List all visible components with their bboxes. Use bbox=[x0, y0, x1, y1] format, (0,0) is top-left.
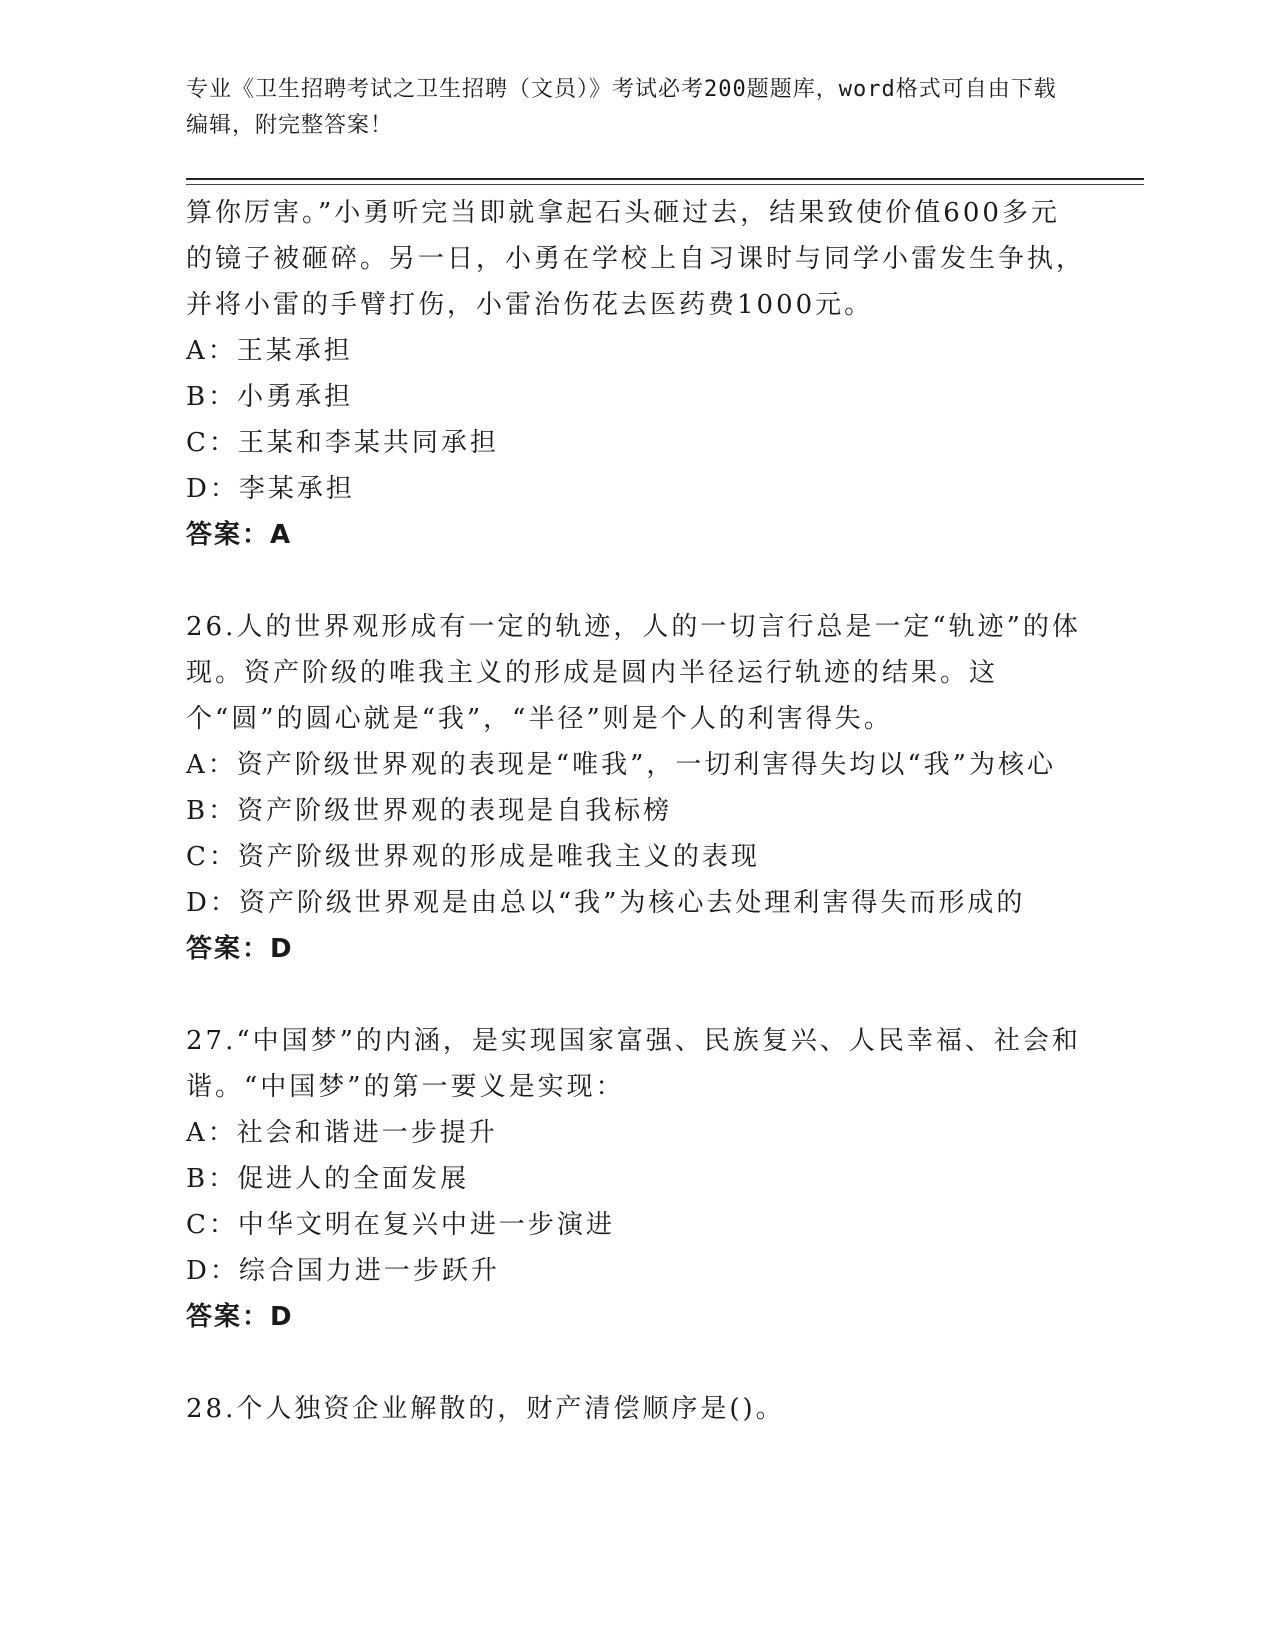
question-stem: 27.“中国梦”的内涵，是实现国家富强、民族复兴、人民幸福、社会和谐。“中国梦”的第一要义是实现： bbox=[186, 1026, 1081, 1102]
page-header bbox=[186, 72, 1066, 144]
option-b: B：促进人的全面发展 bbox=[186, 1164, 470, 1194]
answer-line: 答案：D bbox=[186, 934, 294, 964]
option-d: D：李某承担 bbox=[186, 474, 355, 504]
header-text: 专业《卫生招聘考试之卫生招聘（文员）》考试必考200题题库，word格式可自由下载编辑，附完整答案！ bbox=[186, 77, 1057, 138]
option-c: C：王某和李某共同承担 bbox=[186, 428, 499, 458]
document-body bbox=[186, 190, 1086, 1432]
option-c: C：中华文明在复兴中进一步演进 bbox=[186, 1210, 615, 1240]
answer-line: 答案：A bbox=[186, 520, 293, 550]
answer-line: 答案：D bbox=[186, 1302, 294, 1332]
question-27 bbox=[186, 1018, 1086, 1340]
option-d: D：资产阶级世界观是由总以“我”为核心去处理利害得失而形成的 bbox=[186, 888, 1026, 918]
option-a: A：王某承担 bbox=[186, 336, 353, 366]
question-28 bbox=[186, 1386, 1086, 1432]
option-b: B：资产阶级世界观的表现是自我标榜 bbox=[186, 796, 673, 826]
option-c: C：资产阶级世界观的形成是唯我主义的表现 bbox=[186, 842, 760, 872]
option-a: A：资产阶级世界观的表现是“唯我”，一切利害得失均以“我”为核心 bbox=[186, 750, 1056, 780]
header-divider-thick bbox=[186, 178, 1144, 180]
option-a: A：社会和谐进一步提升 bbox=[186, 1118, 498, 1148]
question-stem: 26.人的世界观形成有一定的轨迹，人的一切言行总是一定“轨迹”的体现。资产阶级的唯我主义的形成是圆内半径运行轨迹的结果。这个“圆”的圆心就是“我”，“半径”则是个人的利害得失。 bbox=[186, 612, 1081, 734]
question-continuation bbox=[186, 190, 1086, 558]
option-d: D：综合国力进一步跃升 bbox=[186, 1256, 500, 1286]
option-b: B：小勇承担 bbox=[186, 382, 354, 412]
question-stem: 28.个人独资企业解散的，财产清偿顺序是()。 bbox=[186, 1394, 785, 1424]
question-stem: 算你厉害。”小勇听完当即就拿起石头砸过去，结果致使价值600多元的镜子被砸碎。另一日，小勇在学校上自习课时与同学小雷发生争执，并将小雷的手臂打伤，小雷治伤花去医药费1000元。 bbox=[186, 198, 1086, 320]
header-divider-thin bbox=[186, 184, 1144, 185]
question-26 bbox=[186, 604, 1086, 972]
